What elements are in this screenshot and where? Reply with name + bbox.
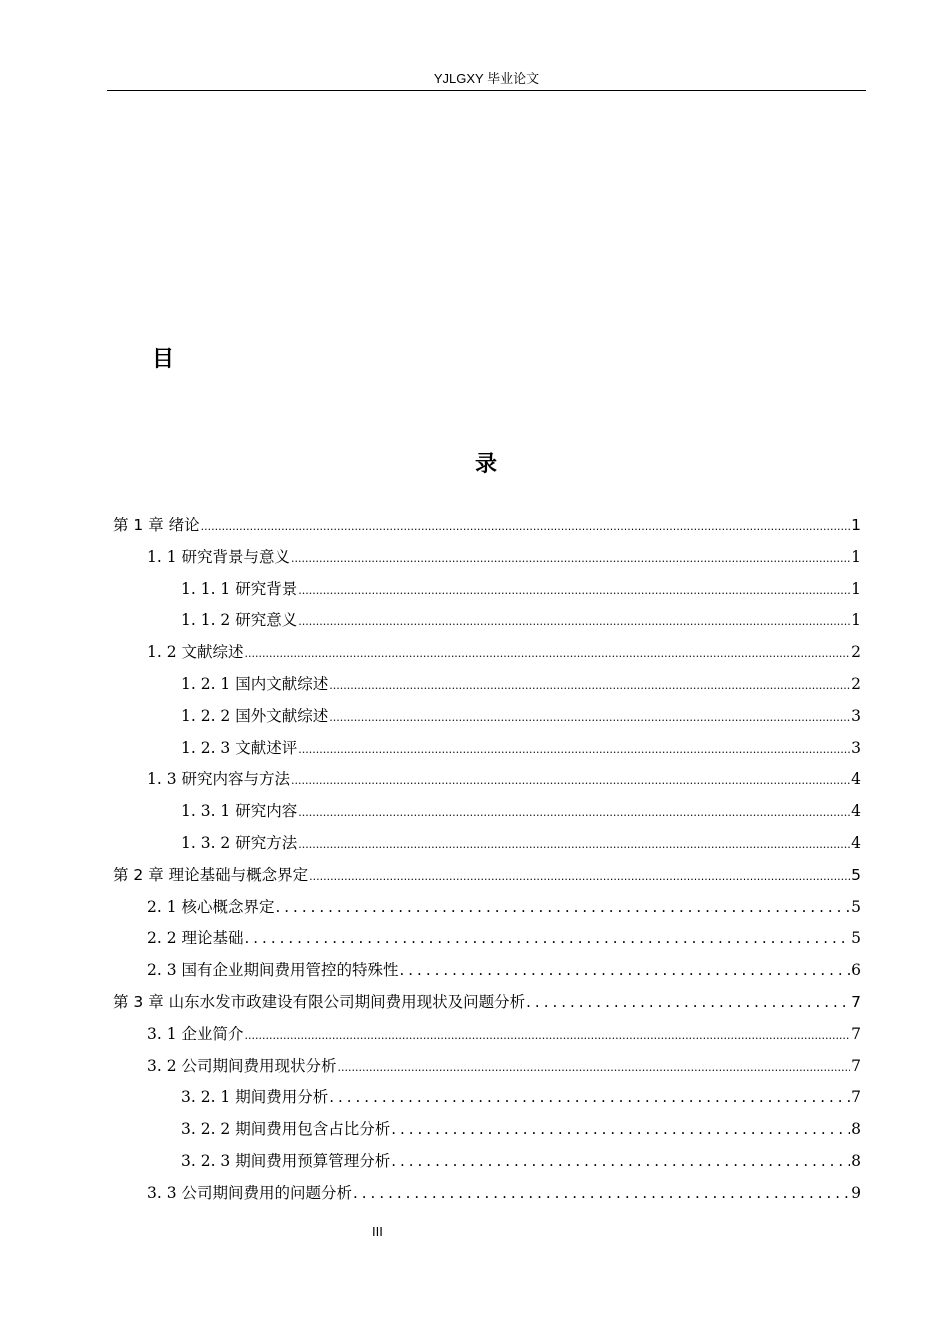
toc-entry[interactable] [113, 1114, 861, 1146]
toc-entry[interactable] [113, 1019, 861, 1051]
toc-entry-label: 2. 1 核心概念界定 [147, 897, 275, 916]
toc-entry-label: 第 1 章 绪论 [113, 516, 200, 534]
toc-entry-label: 1. 3. 1 研究内容 [181, 802, 298, 821]
toc-leader-dots [309, 861, 850, 893]
toc-leader-dots [329, 1082, 850, 1114]
toc-entry-label: 1. 1. 2 研究意义 [181, 611, 298, 630]
toc-leader-dots [329, 670, 850, 702]
toc-entry[interactable] [113, 987, 861, 1019]
toc-leader-dots [298, 734, 850, 766]
toc-entry-label: 1. 2. 1 国内文献综述 [181, 674, 329, 693]
toc-entry[interactable] [113, 828, 861, 860]
toc-entry-page: 5 [851, 897, 861, 916]
toc-entry-page: 5 [851, 929, 861, 948]
page-number: III [372, 1224, 383, 1239]
toc-entry[interactable] [113, 510, 861, 542]
toc-entry-page: 4 [851, 833, 861, 852]
toc-entry[interactable] [113, 923, 861, 955]
toc-leader-dots [298, 606, 850, 638]
toc-entry-label: 3. 2. 3 期间费用预算管理分析 [181, 1151, 391, 1170]
toc-entry[interactable] [113, 637, 861, 669]
toc-entry[interactable] [113, 1146, 861, 1178]
toc-entry-label: 1. 2. 3 文献述评 [181, 738, 298, 757]
toc-entry[interactable] [113, 701, 861, 733]
toc-entry-label: 1. 1 研究背景与意义 [147, 547, 291, 566]
toc-entry-page: 2 [851, 674, 861, 693]
toc-entry-page: 4 [851, 770, 861, 789]
page-header: YJLGXY 毕业论文 [433, 71, 540, 86]
toc-leader-dots [291, 543, 850, 575]
toc-entry-page: 1 [851, 611, 861, 630]
toc-entry[interactable] [113, 1178, 861, 1210]
toc-entry-label: 3. 3 公司期间费用的问题分析 [147, 1183, 353, 1202]
toc-entry-label: 3. 2. 2 期间费用包含占比分析 [181, 1120, 391, 1139]
toc-entry-page: 7 [851, 1024, 861, 1043]
toc-leader-dots [276, 892, 851, 924]
table-of-contents [113, 510, 861, 1210]
toc-entry-label: 1. 3. 2 研究方法 [181, 833, 298, 852]
toc-leader-dots [201, 511, 850, 543]
toc-entry-label: 2. 3 国有企业期间费用管控的特殊性 [147, 961, 399, 980]
toc-entry[interactable] [113, 605, 861, 637]
toc-entry-page: 3 [851, 738, 861, 757]
toc-leader-dots [338, 1052, 851, 1084]
toc-leader-dots [298, 797, 850, 829]
toc-entry-page: 2 [851, 643, 861, 662]
toc-entry-page: 1 [851, 547, 861, 566]
toc-entry-page: 7 [851, 992, 861, 1011]
toc-entry[interactable] [113, 955, 861, 987]
toc-entry-label: 3. 2. 1 期间费用分析 [181, 1088, 329, 1107]
toc-entry[interactable] [113, 764, 861, 796]
toc-entry-page: 1 [851, 579, 861, 598]
toc-leader-dots [245, 638, 851, 670]
toc-leader-dots [353, 1178, 850, 1210]
toc-entry-label: 1. 2. 2 国外文献综述 [181, 706, 329, 725]
toc-entry[interactable] [113, 1082, 861, 1114]
toc-entry-page: 7 [851, 1056, 861, 1075]
toc-leader-dots [298, 575, 850, 607]
toc-entry[interactable] [113, 542, 861, 574]
toc-entry-label: 1. 1. 1 研究背景 [181, 579, 298, 598]
toc-entry-label: 3. 2 公司期间费用现状分析 [147, 1056, 337, 1075]
toc-entry-page: 9 [851, 1183, 861, 1202]
toc-title-part-1: 目 [152, 347, 175, 372]
toc-entry-label: 1. 3 研究内容与方法 [147, 770, 291, 789]
header-rule [107, 90, 866, 91]
toc-leader-dots [245, 1020, 851, 1052]
toc-entry[interactable] [113, 733, 861, 765]
toc-leader-dots [245, 923, 851, 955]
toc-entry-page: 4 [851, 802, 861, 821]
toc-entry[interactable] [113, 669, 861, 701]
toc-entry[interactable] [113, 796, 861, 828]
toc-entry-page: 5 [851, 865, 861, 884]
toc-leader-dots [291, 765, 850, 797]
toc-entry-label: 2. 2 理论基础 [147, 929, 244, 948]
toc-entry-label: 3. 1 企业简介 [147, 1024, 244, 1043]
toc-entry[interactable] [113, 892, 861, 924]
toc-entry[interactable] [113, 860, 861, 892]
toc-leader-dots [526, 987, 850, 1019]
toc-entry-label: 第 3 章 山东水发市政建设有限公司期间费用现状及问题分析 [113, 992, 526, 1011]
toc-leader-dots [391, 1114, 850, 1146]
toc-leader-dots [329, 702, 850, 734]
toc-entry-label: 1. 2 文献综述 [147, 643, 244, 662]
toc-entry[interactable] [113, 1051, 861, 1083]
toc-entry-page: 3 [851, 706, 861, 725]
toc-leader-dots [298, 829, 850, 861]
toc-leader-dots [400, 955, 851, 987]
toc-title-part-2: 录 [475, 452, 498, 477]
toc-entry-page: 6 [851, 961, 861, 980]
toc-entry-page: 1 [851, 516, 861, 534]
toc-entry[interactable] [113, 574, 861, 606]
toc-entry-label: 第 2 章 理论基础与概念界定 [113, 865, 309, 884]
toc-entry-page: 7 [851, 1088, 861, 1107]
toc-entry-page: 8 [851, 1151, 861, 1170]
toc-entry-page: 8 [851, 1120, 861, 1139]
toc-leader-dots [391, 1146, 850, 1178]
